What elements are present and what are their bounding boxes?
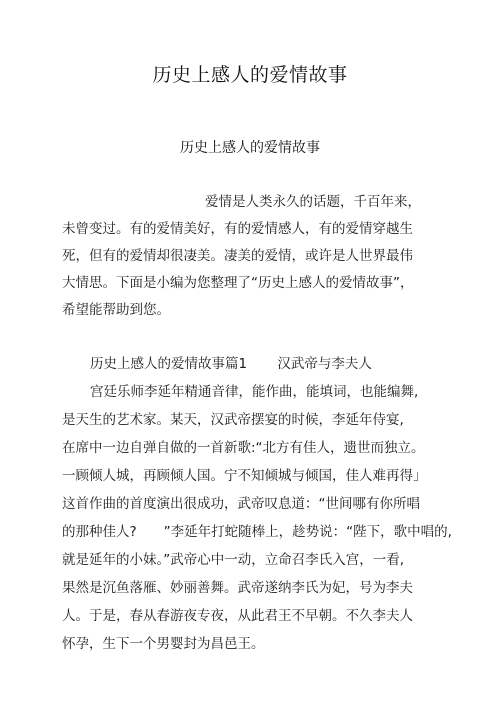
- body-line-6: 的那种佳人? ”李延年打蛇随棒上，趁势说：“陛下，歌中唱的,: [62, 524, 452, 540]
- intro-line-5: 希望能帮助到您。: [62, 302, 170, 318]
- body-line-2: 是天生的艺术家。某天，汉武帝摆宴的时候，李延年侍宴,: [62, 412, 404, 428]
- body-line-1: 宫廷乐师李延年精通音律，能作曲，能填词，也能编舞,: [90, 384, 419, 400]
- body-line-7: 就是延年的小妹。”武帝心中一动，立命召李氏入宫，一看,: [62, 552, 405, 568]
- body-line-5: 这首作曲的首度演出很成功，武帝叹息道：“世间哪有你所唱: [62, 496, 420, 512]
- intro-line-3: 死，但有的爱情却很凄美。凄美的爱情，或许是人世界最伟: [62, 248, 413, 264]
- document-title: 历史上感人的爱情故事: [152, 64, 348, 86]
- body-line-4: 一顾倾人城，再顾倾人国。宁不知倾城与倾国，佳人难再得」: [62, 468, 427, 484]
- body-line-8: 果然是沉鱼落雁、妙丽善舞。武帝遂纳李氏为妃，号为李夫: [62, 580, 413, 596]
- section-heading: [90, 356, 372, 372]
- intro-line-4: 大情思。下面是小编为您整理了“历史上感人的爱情故事”，: [62, 275, 414, 291]
- section-heading-label: 历史上感人的爱情故事篇1: [90, 356, 248, 372]
- body-line-3: 在席中一边自弹自做的一首新歌:“北方有佳人，遗世而独立。: [62, 440, 425, 456]
- section-heading-topic: 汉武帝与李夫人: [277, 356, 372, 372]
- body-line-10: 怀孕，生下一个男婴封为昌邑王。: [62, 636, 265, 652]
- intro-line-2: 未曾变过。有的爱情美好，有的爱情感人，有的爱情穿越生: [62, 221, 413, 237]
- intro-line-1: 爱情是人类永久的话题，千百年来，: [205, 194, 421, 210]
- body-line-9: 人。于是，春从春游夜专夜，从此君王不早朝。不久李夫人: [62, 608, 413, 624]
- document-subtitle: 历史上感人的爱情故事: [180, 140, 320, 156]
